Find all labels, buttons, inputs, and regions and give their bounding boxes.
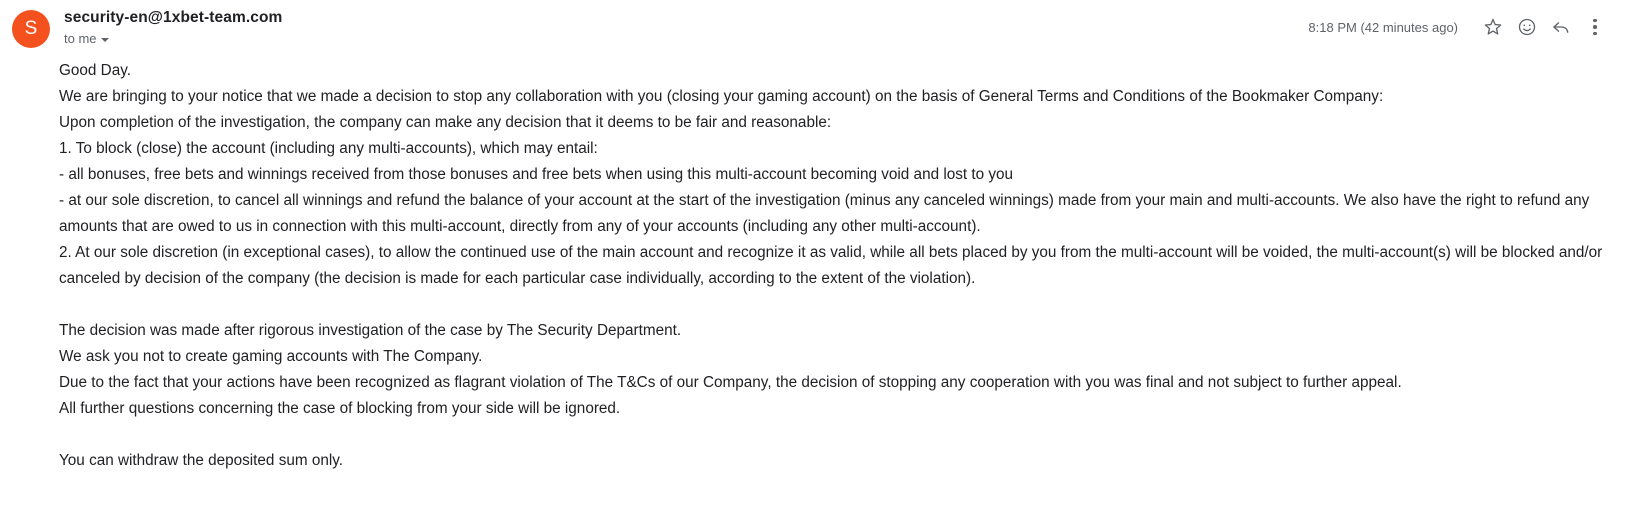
email-paragraph: 2. At our sole discretion (in exceptional cases), to allow the continued use of the main account and recognize it as valid, while all bets placed by you from the multi-account will be voided, the multi-account(s) will be blocked and/or canceled by decision of the company (the decision is made for each particular case individually, according to the extent of the violation).: [59, 244, 1603, 287]
email-paragraph: Upon completion of the investigation, the company can make any decision that it deems to be fair and reasonable:: [59, 114, 832, 131]
more-options-dots: [1593, 19, 1597, 36]
star-icon[interactable]: [1476, 10, 1510, 44]
email-paragraph: - at our sole discretion, to cancel all winnings and refund the balance of your account at the start of the investigation (minus any canceled winnings) made from your main and multi-accounts. We also have the right to refund any amounts that are owed to us in connection with this multi-account, directly from any of your accounts (including any other multi-account).: [59, 192, 1590, 235]
email-paragraph: You can withdraw the deposited sum only.: [59, 452, 344, 469]
sender-address[interactable]: security-en@1xbet-team.com: [64, 9, 283, 26]
email-paragraph: Good Day.: [59, 62, 131, 79]
timestamp: 8:18 PM (42 minutes ago): [1308, 19, 1458, 35]
avatar: S: [12, 10, 50, 48]
email-paragraph: - all bonuses, free bets and winnings received from those bonuses and free bets when using this multi-account becoming void and lost to you: [59, 166, 1014, 183]
sender-block: [64, 8, 1308, 48]
recipient-toggle[interactable]: [64, 30, 109, 48]
email-paragraph: All further questions concerning the case of blocking from your side will be ignored.: [59, 400, 621, 417]
email-header: [0, 0, 1628, 46]
more-options-icon[interactable]: [1578, 10, 1612, 44]
email-paragraph: The decision was made after rigorous investigation of the case by The Security Department.: [59, 322, 682, 339]
email-paragraph: 1. To block (close) the account (including any multi-accounts), which may entail:: [59, 140, 598, 157]
reply-icon[interactable]: [1544, 10, 1578, 44]
email-body: [0, 46, 1628, 474]
recipient-label: to me: [64, 31, 97, 46]
email-paragraph: We are bringing to your notice that we made a decision to stop any collaboration with you (closing your gaming account) on the basis of General Terms and Conditions of the Bookmaker Company:: [59, 88, 1384, 105]
email-paragraph: We ask you not to create gaming accounts with The Company.: [59, 348, 483, 365]
email-paragraph: Due to the fact that your actions have been recognized as flagrant violation of The T&Cs of our Company, the decision of stopping any cooperation with you was final and not subject to further appeal.: [59, 374, 1402, 391]
chevron-down-icon: [101, 38, 109, 42]
add-reaction-icon[interactable]: [1510, 10, 1544, 44]
header-actions: [1308, 10, 1612, 44]
